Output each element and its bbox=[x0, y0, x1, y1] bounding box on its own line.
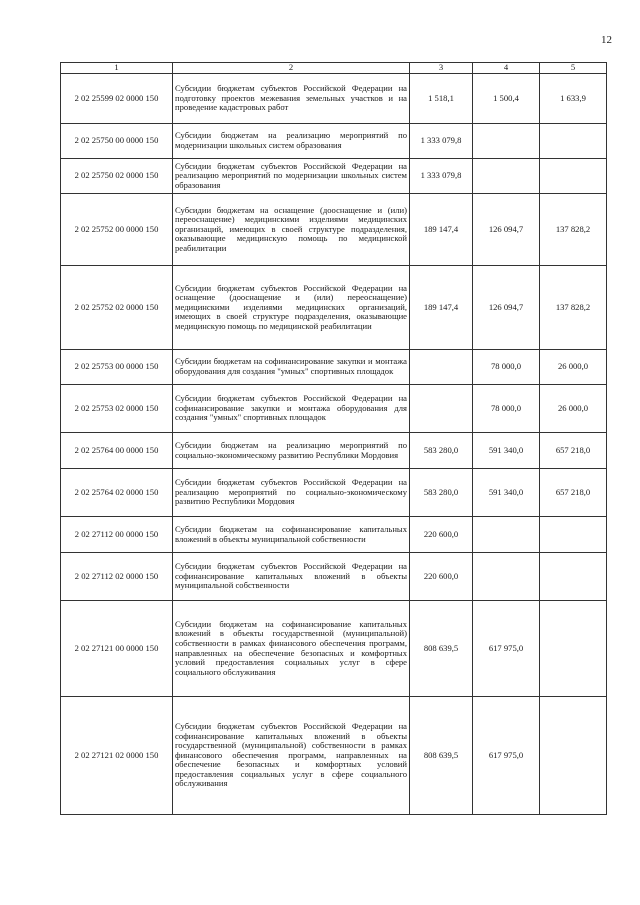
amount-col4-cell bbox=[473, 124, 540, 159]
amount-col3-cell: 1 333 079,8 bbox=[410, 124, 473, 159]
amount-col4-cell bbox=[473, 517, 540, 553]
amount-col3-cell bbox=[410, 385, 473, 433]
amount-col4-cell: 78 000,0 bbox=[473, 385, 540, 433]
amount-col4-cell: 591 340,0 bbox=[473, 469, 540, 517]
amount-col5-cell bbox=[540, 159, 607, 194]
amount-col5-cell: 26 000,0 bbox=[540, 385, 607, 433]
table-header-row bbox=[61, 63, 607, 74]
description-cell: Субсидии бюджетам субъектов Российской Федерации на софинансирование капитальных вложений в объекты муниципальной собственности bbox=[173, 553, 410, 601]
table-row bbox=[61, 433, 607, 469]
amount-col5-cell bbox=[540, 553, 607, 601]
description-cell: Субсидии бюджетам на реализацию мероприятий по модернизации школьных систем образования bbox=[173, 124, 410, 159]
table-row bbox=[61, 350, 607, 385]
amount-col4-cell: 126 094,7 bbox=[473, 194, 540, 266]
description-cell: Субсидии бюджетам субъектов Российской Федерации на реализацию мероприятий по социально-экономическому развитию Республики Мордовия bbox=[173, 469, 410, 517]
amount-col3-cell: 583 280,0 bbox=[410, 469, 473, 517]
budget-code-cell: 2 02 25752 00 0000 150 bbox=[61, 194, 173, 266]
amount-col5-cell: 137 828,2 bbox=[540, 266, 607, 350]
description-cell: Субсидии бюджетам субъектов Российской Федерации на софинансирование закупки и монтажа оборудования для создания "умных" спортивных площадок bbox=[173, 385, 410, 433]
budget-table bbox=[60, 62, 607, 815]
amount-col5-cell bbox=[540, 124, 607, 159]
column-header: 1 bbox=[61, 63, 173, 74]
amount-col3-cell: 1 518,1 bbox=[410, 74, 473, 124]
table-row bbox=[61, 74, 607, 124]
budget-code-cell: 2 02 27112 00 0000 150 bbox=[61, 517, 173, 553]
amount-col5-cell: 657 218,0 bbox=[540, 469, 607, 517]
table-row bbox=[61, 553, 607, 601]
amount-col3-cell: 808 639,5 bbox=[410, 697, 473, 815]
table-row bbox=[61, 159, 607, 194]
budget-code-cell: 2 02 25752 02 0000 150 bbox=[61, 266, 173, 350]
amount-col3-cell: 583 280,0 bbox=[410, 433, 473, 469]
column-header: 5 bbox=[540, 63, 607, 74]
amount-col3-cell: 808 639,5 bbox=[410, 601, 473, 697]
budget-code-cell: 2 02 25764 02 0000 150 bbox=[61, 469, 173, 517]
amount-col5-cell: 137 828,2 bbox=[540, 194, 607, 266]
amount-col5-cell: 657 218,0 bbox=[540, 433, 607, 469]
amount-col3-cell: 220 600,0 bbox=[410, 553, 473, 601]
amount-col4-cell: 617 975,0 bbox=[473, 601, 540, 697]
description-cell: Субсидии бюджетам субъектов Российской Федерации на софинансирование капитальных вложений в объекты государственной (муниципальной) собственности в рамках финансового обеспечения программ, направленных на обеспечение безопасных и комфортных условий предоставления социальных услуг в сфере социального обслуживания bbox=[173, 697, 410, 815]
description-cell: Субсидии бюджетам на софинансирование капитальных вложений в объекты муниципальной собственности bbox=[173, 517, 410, 553]
amount-col4-cell: 78 000,0 bbox=[473, 350, 540, 385]
amount-col4-cell: 591 340,0 bbox=[473, 433, 540, 469]
amount-col3-cell: 189 147,4 bbox=[410, 194, 473, 266]
description-cell: Субсидии бюджетам субъектов Российской Федерации на подготовку проектов межевания земельных участков и на проведение кадастровых работ bbox=[173, 74, 410, 124]
amount-col5-cell: 26 000,0 bbox=[540, 350, 607, 385]
description-cell: Субсидии бюджетам субъектов Российской Федерации на оснащение (дооснащение и (или) переоснащение) медицинскими изделиями медицинских организаций, имеющих в своей структуре подразделения, оказывающие медицинскую помощь по медицинской реабилитации bbox=[173, 266, 410, 350]
description-cell: Субсидии бюджетам на софинансирование закупки и монтажа оборудования для создания "умных" спортивных площадок bbox=[173, 350, 410, 385]
column-header: 3 bbox=[410, 63, 473, 74]
budget-code-cell: 2 02 25764 00 0000 150 bbox=[61, 433, 173, 469]
budget-code-cell: 2 02 25750 00 0000 150 bbox=[61, 124, 173, 159]
table-row bbox=[61, 601, 607, 697]
column-header: 2 bbox=[173, 63, 410, 74]
description-cell: Субсидии бюджетам на оснащение (дооснащение и (или) переоснащение) медицинскими изделиями медицинских организаций, имеющих в своей структуре подразделения, оказывающие медицинскую помощь по медицинской реабилитации bbox=[173, 194, 410, 266]
amount-col5-cell bbox=[540, 697, 607, 815]
table-row bbox=[61, 194, 607, 266]
budget-code-cell: 2 02 25753 02 0000 150 bbox=[61, 385, 173, 433]
table-row bbox=[61, 124, 607, 159]
page-number: 12 bbox=[601, 34, 612, 46]
amount-col5-cell bbox=[540, 601, 607, 697]
column-header: 4 bbox=[473, 63, 540, 74]
amount-col5-cell: 1 633,9 bbox=[540, 74, 607, 124]
budget-code-cell: 2 02 25750 02 0000 150 bbox=[61, 159, 173, 194]
budget-code-cell: 2 02 27121 00 0000 150 bbox=[61, 601, 173, 697]
description-cell: Субсидии бюджетам субъектов Российской Федерации на реализацию мероприятий по модернизации школьных систем образования bbox=[173, 159, 410, 194]
amount-col3-cell bbox=[410, 350, 473, 385]
table-row bbox=[61, 697, 607, 815]
budget-code-cell: 2 02 27112 02 0000 150 bbox=[61, 553, 173, 601]
table-row bbox=[61, 266, 607, 350]
amount-col4-cell: 1 500,4 bbox=[473, 74, 540, 124]
table-row bbox=[61, 385, 607, 433]
amount-col3-cell: 189 147,4 bbox=[410, 266, 473, 350]
amount-col4-cell: 126 094,7 bbox=[473, 266, 540, 350]
amount-col4-cell bbox=[473, 553, 540, 601]
table-row bbox=[61, 469, 607, 517]
description-cell: Субсидии бюджетам на софинансирование капитальных вложений в объекты государственной (муниципальной) собственности в рамках финансового обеспечения программ, направленных на обеспечение безопасных и комфортных условий предоставления социальных услуг в сфере социального обслуживания bbox=[173, 601, 410, 697]
description-cell: Субсидии бюджетам на реализацию мероприятий по социально-экономическому развитию Республики Мордовия bbox=[173, 433, 410, 469]
budget-code-cell: 2 02 25753 00 0000 150 bbox=[61, 350, 173, 385]
table-row bbox=[61, 517, 607, 553]
amount-col4-cell: 617 975,0 bbox=[473, 697, 540, 815]
budget-code-cell: 2 02 25599 02 0000 150 bbox=[61, 74, 173, 124]
amount-col3-cell: 1 333 079,8 bbox=[410, 159, 473, 194]
amount-col3-cell: 220 600,0 bbox=[410, 517, 473, 553]
budget-code-cell: 2 02 27121 02 0000 150 bbox=[61, 697, 173, 815]
amount-col4-cell bbox=[473, 159, 540, 194]
amount-col5-cell bbox=[540, 517, 607, 553]
